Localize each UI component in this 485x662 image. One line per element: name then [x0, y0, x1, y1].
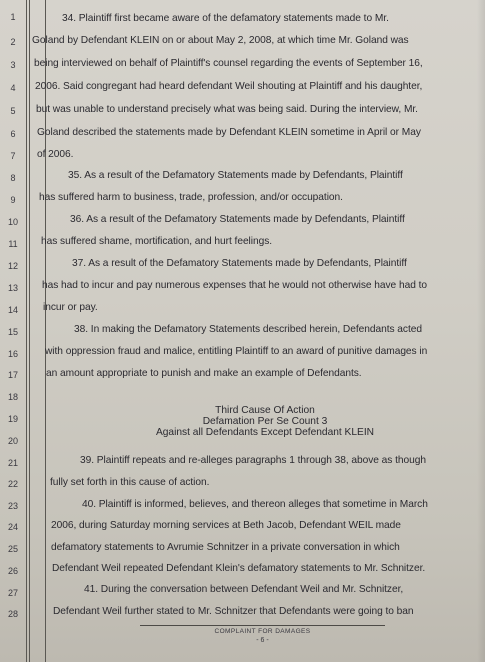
- text-line: Defendant Weil repeated Defendant Klein's defamatory statements to Mr. Schnitzer.: [52, 563, 426, 574]
- line-number: 27: [7, 588, 18, 598]
- line-number: 17: [7, 370, 18, 380]
- text-line: 35. As a result of the Defamatory Statements made by Defendants, Plaintiff: [68, 170, 403, 181]
- line-number: 9: [10, 195, 16, 205]
- margin-rule-left-outer: [26, 0, 27, 662]
- page-number: - 6 -: [256, 637, 269, 644]
- line-number: 22: [7, 479, 18, 489]
- text-line: incur or pay.: [43, 302, 98, 313]
- text-line: 36. As a result of the Defamatory Statements made by Defendants, Plaintiff: [70, 214, 405, 225]
- line-number: 20: [7, 436, 18, 446]
- line-number: 3: [10, 60, 16, 70]
- line-number: 2: [10, 37, 16, 47]
- text-line: has suffered shame, mortification, and hurt feelings.: [41, 236, 273, 247]
- text-line: 40. Plaintiff is informed, believes, and thereon alleges that sometime in March: [82, 499, 428, 510]
- text-line: 38. In making the Defamatory Statements described herein, Defendants acted: [74, 324, 422, 335]
- line-number: 8: [10, 173, 16, 183]
- text-line: Goland described the statements made by Defendant KLEIN sometime in April or May: [37, 127, 421, 138]
- line-number: 11: [8, 239, 18, 249]
- line-number: 23: [7, 501, 18, 511]
- line-number: 14: [7, 305, 18, 315]
- heading-line-3: Against all Defendants Except Defendant KLEIN: [155, 427, 375, 438]
- line-number: 21: [7, 458, 18, 468]
- text-line: Goland by Defendant KLEIN on or about May 2, 2008, at which time Mr. Goland was: [32, 35, 409, 46]
- text-line: of 2006.: [37, 149, 74, 160]
- text-line: 39. Plaintiff repeats and re-alleges paragraphs 1 through 38, above as though: [80, 455, 426, 466]
- heading-line-1: Third Cause Of Action: [215, 405, 315, 416]
- text-line: Defendant Weil further stated to Mr. Schnitzer that Defendants were going to ban: [53, 606, 414, 617]
- page-edge-shadow: [477, 0, 485, 662]
- line-number: 25: [7, 544, 18, 554]
- text-line: defamatory statements to Avrumie Schnitzer in a private conversation in which: [51, 542, 400, 553]
- text-line: 37. As a result of the Defamatory Statements made by Defendants, Plaintiff: [72, 258, 407, 269]
- line-number: 24: [7, 522, 18, 532]
- line-number: 19: [7, 414, 18, 424]
- text-line: has suffered harm to business, trade, profession, and/or occupation.: [39, 192, 343, 203]
- line-number: 28: [7, 609, 18, 619]
- text-line: being interviewed on behalf of Plaintiff's counsel regarding the events of September 16,: [34, 58, 423, 69]
- footer-title: COMPLAINT FOR DAMAGES: [214, 628, 311, 635]
- line-number: 26: [7, 566, 18, 576]
- heading-line-2: Defamation Per Se Count 3: [202, 416, 328, 427]
- text-line: fully set forth in this cause of action.: [50, 477, 210, 488]
- text-line: an amount appropriate to punish and make an example of Defendants.: [46, 368, 362, 379]
- text-line: 41. During the conversation between Defendant Weil and Mr. Schnitzer,: [84, 584, 404, 595]
- text-line: 2006. Said congregant had heard defendant Weil shouting at Plaintiff and his daughter,: [35, 81, 423, 92]
- line-number: 1: [10, 12, 16, 22]
- line-number: 4: [10, 83, 16, 93]
- line-number: 6: [10, 129, 16, 139]
- line-number: 16: [7, 349, 18, 359]
- line-number: 10: [7, 217, 18, 227]
- text-line: has had to incur and pay numerous expenses that he would not otherwise have had to: [42, 280, 427, 291]
- footer-rule: [140, 625, 385, 626]
- text-line: with oppression fraud and malice, entitling Plaintiff to an award of punitive damages in: [45, 346, 428, 357]
- line-number: 5: [10, 106, 16, 116]
- text-line: 2006, during Saturday morning services at Beth Jacob, Defendant WEIL made: [51, 520, 401, 531]
- margin-rule-left-inner: [29, 0, 30, 662]
- margin-rule-text: [45, 0, 46, 662]
- line-number: 13: [7, 283, 18, 293]
- line-number: 18: [7, 392, 18, 402]
- text-line: but was unable to understand precisely what was being said. During the interview, Mr.: [36, 104, 418, 115]
- line-number: 7: [10, 151, 16, 161]
- line-number: 15: [7, 327, 18, 337]
- line-number: 12: [7, 261, 18, 271]
- text-line: 34. Plaintiff first became aware of the defamatory statements made to Mr.: [62, 13, 389, 24]
